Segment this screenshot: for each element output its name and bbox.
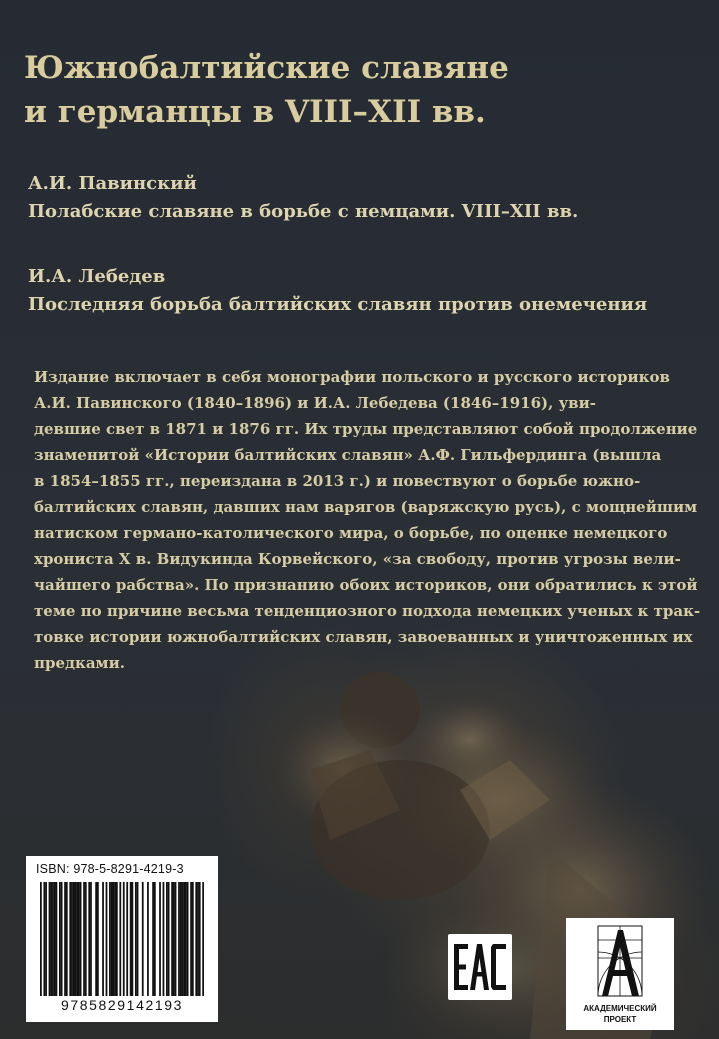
description-line: А.И. Павинского (1840–1896) и И.А. Лебедева (1846–1916), уви- bbox=[34, 394, 596, 412]
description-line: хрониста X в. Видукинда Корвейского, «за свободу, против угрозы вели- bbox=[34, 550, 681, 568]
author-name: А.И. Павинский bbox=[28, 173, 197, 194]
description-line: балтийских славян, давших нам варягов (варяжскую русь), с мощнейшим bbox=[34, 498, 698, 516]
description-line: предками. bbox=[34, 654, 125, 672]
eac-mark-icon bbox=[448, 934, 512, 1000]
description-line: теме по причине весьма тенденциозного подхода немецких ученых к трак- bbox=[34, 602, 701, 620]
description-line: натиском германо-католического мира, о борьбе, по оценке немецкого bbox=[34, 524, 668, 542]
author-block-pavinsky bbox=[28, 170, 578, 226]
publisher-name-line-2: ПРОЕКТ bbox=[603, 1015, 637, 1024]
book-description bbox=[34, 364, 701, 676]
author-work-title: Последняя борьба балтийских славян против онемечения bbox=[28, 294, 648, 315]
book-title bbox=[24, 46, 704, 134]
eac-certification-mark bbox=[448, 934, 512, 1000]
title-line-1: Южнобалтийские славяне bbox=[24, 50, 509, 86]
isbn-label: ISBN: 978-5-8291-4219-3 bbox=[36, 862, 184, 876]
description-line: чайшего рабства». По признанию обоих историков, они обратились к этой bbox=[34, 576, 698, 594]
author-name: И.А. Лебедев bbox=[28, 266, 166, 287]
description-line: девшие свет в 1871 и 1876 гг. Их труды представляют собой продолжение bbox=[34, 420, 698, 438]
barcode-bars-icon bbox=[40, 882, 204, 996]
publisher-name-line-1: АКАДЕМИЧЕСКИЙ bbox=[583, 1004, 657, 1013]
isbn-barcode bbox=[26, 856, 218, 1022]
description-line: знаменитой «Истории балтийских славян» А.Ф. Гильфердинга (вышла bbox=[34, 446, 662, 464]
title-line-2: и германцы в VIII–XII вв. bbox=[24, 94, 486, 130]
author-block-lebedev bbox=[28, 263, 647, 319]
academic-project-logo-icon bbox=[566, 918, 674, 1004]
publisher-logo bbox=[566, 918, 674, 1030]
description-line: в 1854–1855 гг., переиздана в 2013 г.) и повествуют о борьбе южно- bbox=[34, 472, 641, 490]
description-line: Издание включает в себя монографии польского и русского историков bbox=[34, 368, 670, 386]
description-line: товке истории южнобалтийских славян, завоеванных и уничтоженных их bbox=[34, 628, 693, 646]
author-work-title: Полабские славяне в борьбе с немцами. VIII–XII вв. bbox=[28, 201, 579, 222]
barcode-digits: 9785829142193 bbox=[60, 997, 184, 1013]
